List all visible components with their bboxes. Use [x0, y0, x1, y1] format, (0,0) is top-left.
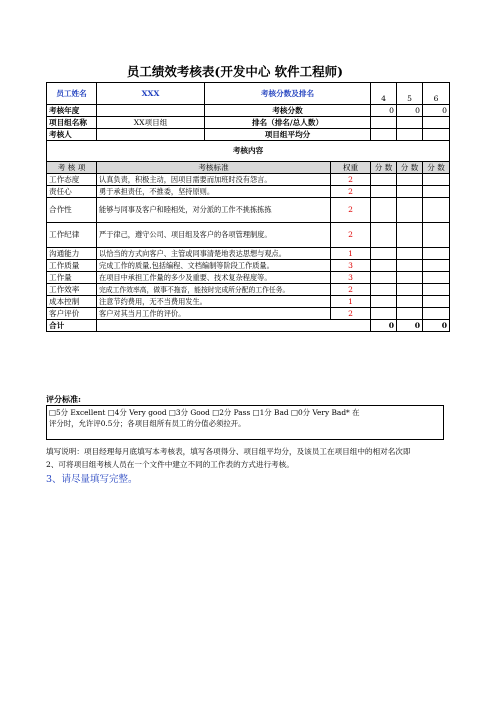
row-weight: 3 — [331, 272, 371, 284]
month-6: 6 — [423, 83, 450, 105]
table-row — [47, 284, 450, 296]
row-score[interactable] — [371, 248, 397, 260]
row-score[interactable] — [423, 174, 450, 186]
month-4: 4 — [371, 83, 397, 105]
row-item: 责任心 — [47, 186, 97, 198]
instruction-note-1: 填写说明：项目经理每月底填写本考核表，填写各项得分、项目组平均分，及该员工在项目组中的相对名次即 — [46, 447, 411, 456]
row-score[interactable] — [397, 272, 423, 284]
row-score[interactable] — [397, 186, 423, 198]
col-score-1: 分 数 — [371, 162, 397, 174]
score-rank-label: 考核分数及排名 — [205, 83, 371, 105]
row-score[interactable] — [371, 198, 397, 223]
table-row — [47, 174, 450, 186]
row-weight: 2 — [331, 308, 371, 320]
appraisal-table — [46, 82, 450, 332]
evaluation-line-2: 评分时，允许评0.5分；各项目组所有员工的分值必须拉开。 — [49, 419, 246, 428]
rank-month-5[interactable] — [397, 117, 423, 129]
row-score[interactable] — [397, 223, 423, 248]
row-score[interactable] — [397, 174, 423, 186]
row-score[interactable] — [423, 296, 450, 308]
year-value[interactable] — [97, 105, 205, 117]
row-weight: 2 — [331, 198, 371, 223]
group-avg-label: 项目组平均分 — [205, 129, 371, 141]
row-criteria: 客户对其当月工作的评价。 — [97, 308, 331, 320]
row-weight: 2 — [331, 223, 371, 248]
row-item: 工作质量 — [47, 260, 97, 272]
row-score[interactable] — [397, 198, 423, 223]
row-item: 工作态度 — [47, 174, 97, 186]
row-criteria: 勇于承担责任，不推委，坚持原则。 — [97, 186, 331, 198]
row-score[interactable] — [371, 223, 397, 248]
total-month-6: 0 — [423, 320, 450, 332]
page-title: 员工绩效考核表(开发中心 软件工程师) — [126, 64, 344, 79]
table-row — [47, 248, 450, 260]
row-item: 合作性 — [47, 198, 97, 223]
row-weight: 2 — [331, 284, 371, 296]
employee-name-value[interactable]: XXX — [97, 83, 205, 105]
table-row — [47, 272, 450, 284]
instruction-note-2: 2、可将项目组考核人员在一个文件中建立不同的工作表的方式进行考核。 — [46, 460, 294, 469]
row-score[interactable] — [423, 308, 450, 320]
row-score[interactable] — [371, 308, 397, 320]
score-month-6[interactable]: 0 — [423, 105, 450, 117]
row-item: 沟通能力 — [47, 248, 97, 260]
row-criteria: 完成工作效率高，做事不拖沓，能按时完成所分配的工作任务。 — [97, 284, 331, 296]
total-label: 合计 — [47, 320, 97, 332]
score-month-4[interactable]: 0 — [371, 105, 397, 117]
row-score[interactable] — [423, 198, 450, 223]
row-score[interactable] — [423, 272, 450, 284]
row-criteria: 认真负责，积极主动，因项目需要而加班时没有怨言。 — [97, 174, 331, 186]
year-label: 考核年度 — [47, 105, 97, 117]
table-row — [47, 260, 450, 272]
evaluation-box — [46, 405, 444, 440]
row-criteria: 完成工作的质量,包括编程、文档编制等阶段工作质量。 — [97, 260, 331, 272]
reviewer-value[interactable] — [97, 129, 205, 141]
col-score-3: 分 数 — [423, 162, 450, 174]
avg-month-6[interactable] — [423, 129, 450, 141]
row-item: 工作纪律 — [47, 223, 97, 248]
row-weight: 3 — [331, 260, 371, 272]
row-score[interactable] — [423, 248, 450, 260]
row-criteria: 以恰当的方式向客户、主管或同事清楚地表达思想与观点。 — [97, 248, 331, 260]
row-weight: 2 — [331, 174, 371, 186]
group-label: 项目组名称 — [47, 117, 97, 129]
instruction-note-3: 3、请尽量填写完整。 — [46, 474, 138, 485]
row-score[interactable] — [371, 174, 397, 186]
employee-name-label: 员工姓名 — [47, 83, 97, 105]
row-score[interactable] — [371, 186, 397, 198]
total-month-4: 0 — [371, 320, 397, 332]
row-criteria: 严于律己，遵守公司、项目组及客户的各项管理制度。 — [97, 223, 331, 248]
row-weight: 1 — [331, 296, 371, 308]
row-item: 工作效率 — [47, 284, 97, 296]
score-month-5[interactable]: 0 — [397, 105, 423, 117]
table-row — [47, 308, 450, 320]
score-label: 考核分数 — [205, 105, 371, 117]
row-score[interactable] — [423, 223, 450, 248]
avg-month-5[interactable] — [397, 129, 423, 141]
col-score-2: 分 数 — [397, 162, 423, 174]
table-row — [47, 186, 450, 198]
row-item: 成本控制 — [47, 296, 97, 308]
row-score[interactable] — [371, 284, 397, 296]
rank-month-6[interactable] — [423, 117, 450, 129]
row-criteria: 在项目中承担工作量的多少及重要、技术复杂程度等。 — [97, 272, 331, 284]
row-score[interactable] — [371, 272, 397, 284]
row-score[interactable] — [423, 284, 450, 296]
avg-month-4[interactable] — [371, 129, 397, 141]
row-score[interactable] — [397, 248, 423, 260]
rank-label: 排名（排名/总人数） — [205, 117, 371, 129]
section-title: 考核内容 — [47, 141, 450, 162]
row-score[interactable] — [423, 186, 450, 198]
row-weight: 2 — [331, 186, 371, 198]
col-item: 考 核 项 — [47, 162, 97, 174]
row-score[interactable] — [371, 260, 397, 272]
month-5: 5 — [397, 83, 423, 105]
col-weight: 权重 — [331, 162, 371, 174]
row-score[interactable] — [371, 296, 397, 308]
col-criteria: 考核标准 — [97, 162, 331, 174]
evaluation-title: 评分标准: — [46, 394, 81, 404]
evaluation-line-1: □5分 Excellent □4分 Very good □3分 Good □2分 Pass □1分 Bad □0分 Very Bad* 在 — [49, 408, 360, 417]
row-criteria: 注意节约费用，无不当费用发生。 — [97, 296, 331, 308]
total-month-5: 0 — [397, 320, 423, 332]
row-score[interactable] — [397, 260, 423, 272]
row-score[interactable] — [423, 260, 450, 272]
row-score[interactable] — [397, 296, 423, 308]
group-value[interactable]: XX项目组 — [97, 117, 205, 129]
row-score[interactable] — [397, 308, 423, 320]
row-score[interactable] — [397, 284, 423, 296]
table-row — [47, 296, 450, 308]
reviewer-label: 考核人 — [47, 129, 97, 141]
table-row — [47, 198, 450, 223]
row-item: 工作量 — [47, 272, 97, 284]
total-blank — [97, 320, 371, 332]
row-criteria: 能够与同事及客户和睦相处，对分派的工作不挑拣拣拣 — [97, 198, 331, 223]
row-weight: 1 — [331, 248, 371, 260]
rank-month-4[interactable] — [371, 117, 397, 129]
table-row — [47, 223, 450, 248]
row-item: 客户评价 — [47, 308, 97, 320]
